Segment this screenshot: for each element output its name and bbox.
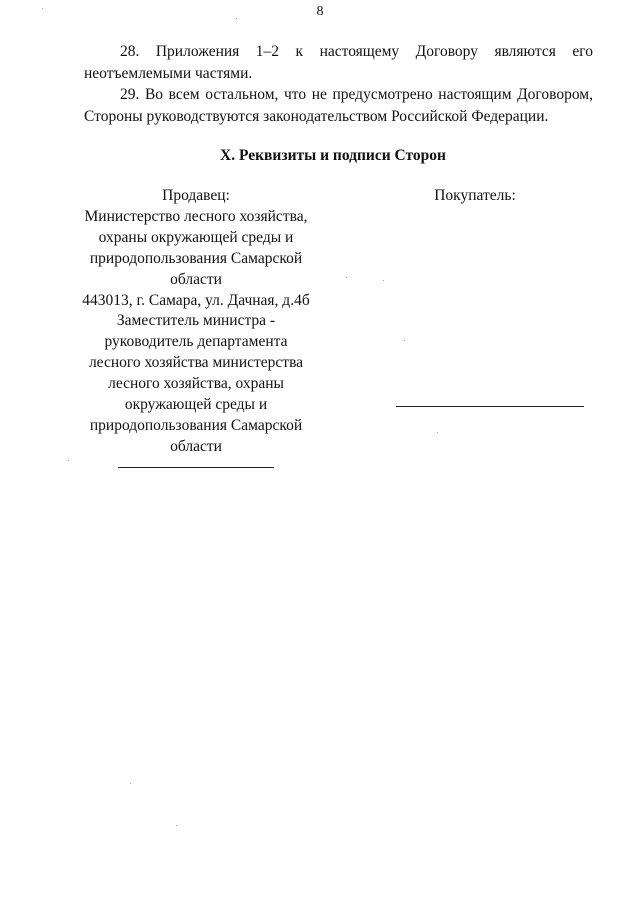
scan-speck [130,783,131,784]
page-number: 8 [316,4,324,19]
seller-signature-line [118,467,274,468]
scan-speck [42,8,43,9]
clause-28-first-line: 28. Приложения 1–2 к настоящему Договору являются его [120,43,593,60]
seller-line: природопользования Самарской [89,249,303,267]
seller-line: окружающей среды и [124,396,268,414]
seller-line: Заместитель министра - [116,312,276,330]
seller-line: области [170,270,222,288]
buyer-block [400,186,550,207]
seller-heading: Продавец: [162,187,230,204]
seller-line: Министерство лесного хозяйства, [84,207,308,225]
scan-speck [404,340,405,341]
clause-29-first-line: 29. Во всем остальном, что не предусмотрено настоящим Договором, [120,86,593,103]
seller-line: лесного хозяйства министерства [88,354,304,372]
seller-line: лесного хозяйства, охраны [108,375,284,393]
clause-29-rest: Стороны руководствуются законодательством Российской Федерации. [84,108,549,125]
buyer-heading: Покупатель: [434,187,516,204]
seller-address: 443013, г. Самара, ул. Дачная, д.4б [82,291,310,309]
seller-line: охраны окружающей среды и [98,228,294,246]
seller-line: природопользования Самарской [89,416,303,434]
buyer-signature-line [396,406,584,407]
clause-29 [84,84,593,128]
clause-28-rest: неотъемлемыми частями. [84,65,253,82]
seller-line: руководитель департамента [104,333,288,351]
section-title: X. Реквизиты и подписи Сторон [220,147,446,164]
scan-speck [68,460,69,461]
seller-line: области [170,437,222,455]
scan-speck [346,277,347,278]
seller-block [80,186,312,458]
scan-speck [383,280,384,281]
scan-speck [176,825,177,826]
scan-speck [437,432,438,433]
scan-speck [236,18,237,19]
clause-28 [84,41,593,85]
